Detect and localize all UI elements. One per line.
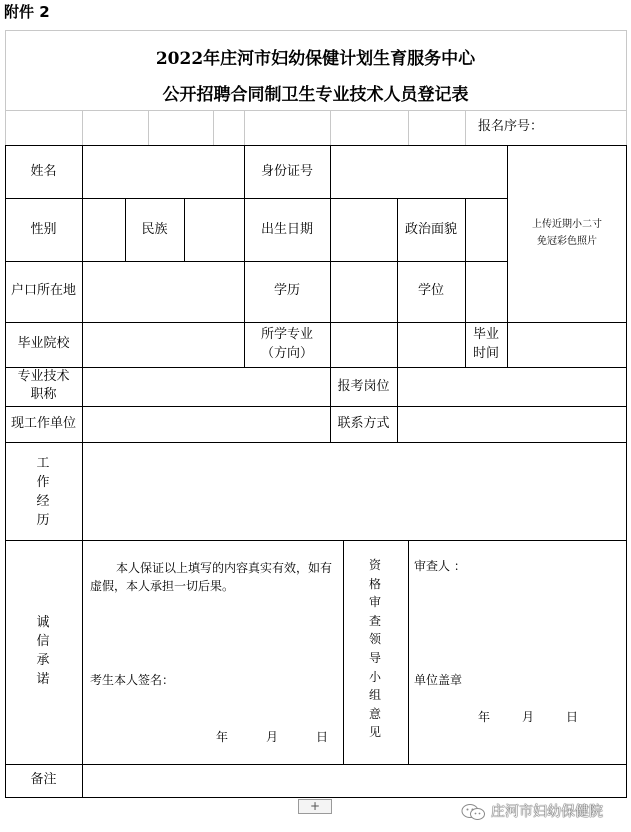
label-grad-time-line2: 时间 (472, 346, 499, 361)
major-field[interactable] (331, 323, 465, 367)
photo-upload-area[interactable] (508, 146, 626, 322)
review-date-year: 年 (478, 710, 491, 724)
form-title-line1: 2022年庄河市妇幼保健计划生育服务中心 (155, 49, 476, 69)
label-title-line1: 专业技术 (17, 369, 70, 384)
signature-field[interactable] (180, 668, 330, 690)
registration-number-label: 报名序号： (478, 119, 544, 134)
unit-seal-label: 单位盖章 (414, 673, 463, 687)
reviewer-label: 审查人 ： (414, 559, 466, 573)
watermark-text: 庄河市妇幼保健院 (491, 804, 603, 820)
review-date-day: 日 (566, 710, 579, 724)
label-graduate-school: 毕业院校 (17, 336, 70, 351)
signature-label: 考生本人签名： (90, 673, 175, 687)
label-review-group: 资 格 审 查 领 导 小 组 意 见 (368, 558, 381, 740)
current-employer-field[interactable] (83, 407, 330, 442)
pledge-date-day: 日 (316, 730, 329, 744)
label-remarks: 备注 (30, 772, 57, 787)
add-row-button[interactable]: + (298, 799, 332, 814)
professional-title-field[interactable] (83, 368, 330, 406)
label-integrity-pledge: 诚 信 承 诺 (36, 615, 50, 687)
remarks-field[interactable] (83, 765, 626, 797)
ethnicity-field[interactable] (185, 199, 244, 261)
label-degree: 学位 (417, 283, 444, 298)
label-title-line2: 职称 (30, 387, 57, 402)
pledge-date-month: 月 (266, 730, 279, 744)
label-grad-time-line1: 毕业 (472, 327, 499, 342)
label-id-number: 身份证号 (260, 164, 313, 179)
name-field[interactable] (83, 146, 244, 198)
label-hukou: 户口所在地 (10, 283, 76, 298)
position-field[interactable] (398, 368, 626, 406)
pledge-date-year: 年 (216, 730, 229, 744)
photo-instruction-line2: 免冠彩色照片 (537, 236, 597, 247)
label-gender: 性别 (30, 222, 57, 237)
gender-field[interactable] (83, 199, 125, 261)
contact-field[interactable] (398, 407, 626, 442)
work-history-field[interactable] (83, 443, 626, 540)
photo-instruction-line1: 上传近期小二寸 (532, 219, 602, 230)
form-title-line2: 公开招聘合同制卫生专业技术人员登记表 (162, 85, 469, 105)
pledge-text-line1: 本人保证以上填写的内容真实有效，如有 (116, 561, 333, 575)
education-field[interactable] (331, 262, 397, 322)
label-contact: 联系方式 (337, 416, 390, 431)
hukou-field[interactable] (83, 262, 244, 322)
label-position: 报考岗位 (337, 379, 390, 394)
attachment-label: 附件 2 (4, 3, 50, 21)
label-name: 姓名 (30, 164, 57, 179)
label-ethnicity: 民族 (141, 222, 168, 237)
label-education: 学历 (273, 283, 300, 298)
reviewer-field[interactable] (470, 554, 620, 576)
pledge-text-line2: 虚假，本人承担一切后果。 (90, 579, 235, 593)
wechat-icon (461, 803, 487, 821)
label-current-employer: 现工作单位 (10, 416, 76, 431)
degree-field[interactable] (466, 262, 507, 322)
birth-date-field[interactable] (331, 199, 397, 261)
label-major-line1: 所学专业 (260, 327, 313, 342)
graduate-school-field[interactable] (83, 323, 244, 367)
label-birth-date: 出生日期 (260, 222, 313, 237)
id-number-field[interactable] (331, 146, 507, 198)
label-work-history: 工 作 经 历 (36, 456, 50, 528)
political-status-field[interactable] (466, 199, 507, 261)
review-date-month: 月 (522, 710, 535, 724)
grad-time-field[interactable] (508, 323, 626, 367)
label-major-line2: （方向） (260, 346, 313, 361)
label-political-status: 政治面貌 (404, 222, 457, 237)
